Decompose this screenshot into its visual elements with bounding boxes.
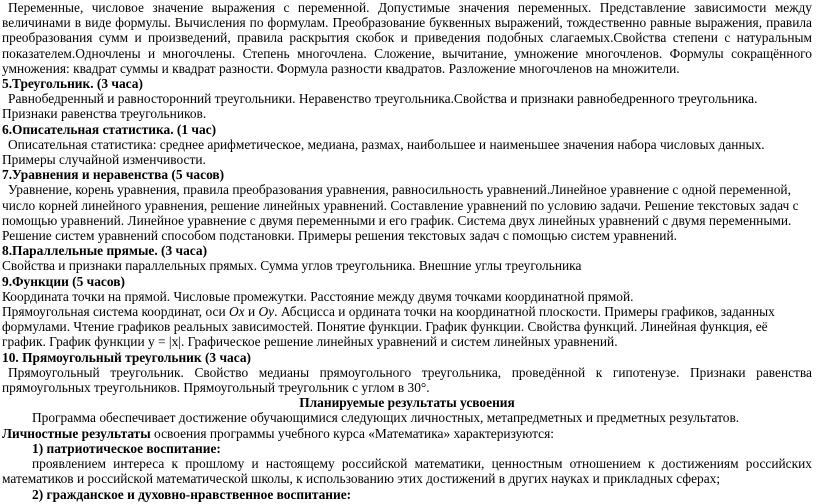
text-pre: Прямоугольная система координат, оси bbox=[2, 304, 229, 320]
lead-term: Личностные результаты bbox=[2, 425, 151, 441]
axis-label-ox: Ox bbox=[229, 304, 245, 320]
para-triangle: Равнобедренный и равносторонний треугольники. Неравенство треугольника.Свойства и признаки равнобедренного треугольника. Признаки равенства треугольников. bbox=[2, 91, 758, 122]
heading-statistics: 6.Описательная статистика. (1 час) bbox=[2, 121, 217, 137]
heading-equations: 7.Уравнения и неравенства (5 часов) bbox=[2, 167, 225, 183]
text-post: . Абсцисса и ордината точки на координатной плоскости. Примеры графиков, заданных формулами. Чтение графиков реальных зависимостей. Понятие функции. График функции. Свойства функций. Линейная функция, её график. График функции y = |x|. Графическое решение линейных уравнений и систем линейных уравнений. bbox=[2, 304, 775, 350]
para-functions-2 bbox=[2, 304, 812, 350]
para-functions-1: Координата точки на прямой. Числовые промежутки. Расстояние между двумя точками координатной прямой. bbox=[2, 288, 634, 304]
section-title-results: Планируемые результаты усвоения bbox=[299, 395, 515, 411]
lead-text: освоения программы учебного курса «Математика» характеризуются: bbox=[150, 425, 554, 441]
sub-patriotic: 1) патриотическое воспитание: bbox=[32, 440, 221, 456]
text-mid: и bbox=[244, 304, 259, 320]
para-expressions: Переменные, числовое значение выражения с переменной. Допустимые значения переменных. Представление зависимости между величинами в виде формулы. Вычисления по формулам. Преобразование буквенных выражений, тождественно равные выражения, правила преобразования сумм и произведений, правила раскрытия скобок и приведения подобных слагаемых.Свойства степени с натуральным показателем.Одночлены и многочлены. Степень многочлена. Сложение, вычитание, умножение многочленов. Формулы сокращённого умножения: квадрат суммы и квадрат разности. Формула разности квадратов. Разложение многочленов на множители. bbox=[2, 0, 812, 76]
para-statistics: Описательная статистика: среднее арифметическое, медиана, размах, наибольшее и наименьшее значения набора числовых данных. Примеры случайной изменчивости. bbox=[2, 136, 765, 168]
para-program: Программа обеспечивает достижение обучающимися следующих личностных, метапредметных и предметных результатов. bbox=[32, 410, 740, 426]
heading-functions: 9.Функции (5 часов) bbox=[2, 273, 125, 289]
axis-label-oy: Oy bbox=[258, 304, 275, 320]
sub-civic: 2) гражданское и духовно-нравственное воспитание: bbox=[32, 486, 352, 502]
para-equations: Уравнение, корень уравнения, правила преобразования уравнения, равносильность уравнений.Линейное уравнение с одной переменной, число корней линейного уравнения, решение линейных уравнений. Составление уравнений по условию задачи. Решение текстовых задач с помощью уравнений. Линейное уравнение с двумя переменными и его график. Система двух линейных уравнений с двумя переменными. Решение систем уравнений способом подстановки. Примеры решения текстовых задач с помощью систем уравнений. bbox=[2, 182, 799, 244]
para-patriotic: проявлением интереса к прошлому и настоящему российской математики, ценностным отношением к достижениям российских математиков и российской математической школы, к использованию этих достижений в других науках и прикладных сферах; bbox=[2, 456, 812, 487]
para-parallel: Свойства и признаки параллельных прямых. Сумма углов треугольника. Внешние углы треугольника bbox=[2, 258, 582, 274]
heading-parallel: 8.Параллельные прямые. (3 часа) bbox=[2, 243, 208, 259]
para-personal bbox=[2, 426, 812, 441]
heading-right-triangle: 10. Прямоугольный треугольник (3 часа) bbox=[2, 349, 251, 365]
para-right-triangle: Прямоугольный треугольник. Свойство медианы прямоугольного треугольника, проведённой к гипотенузе. Признаки равенства прямоугольных треугольников. Прямоугольный треугольник с углом в 30°. bbox=[2, 364, 812, 396]
heading-triangle: 5.Треугольник. (3 часа) bbox=[2, 76, 143, 92]
